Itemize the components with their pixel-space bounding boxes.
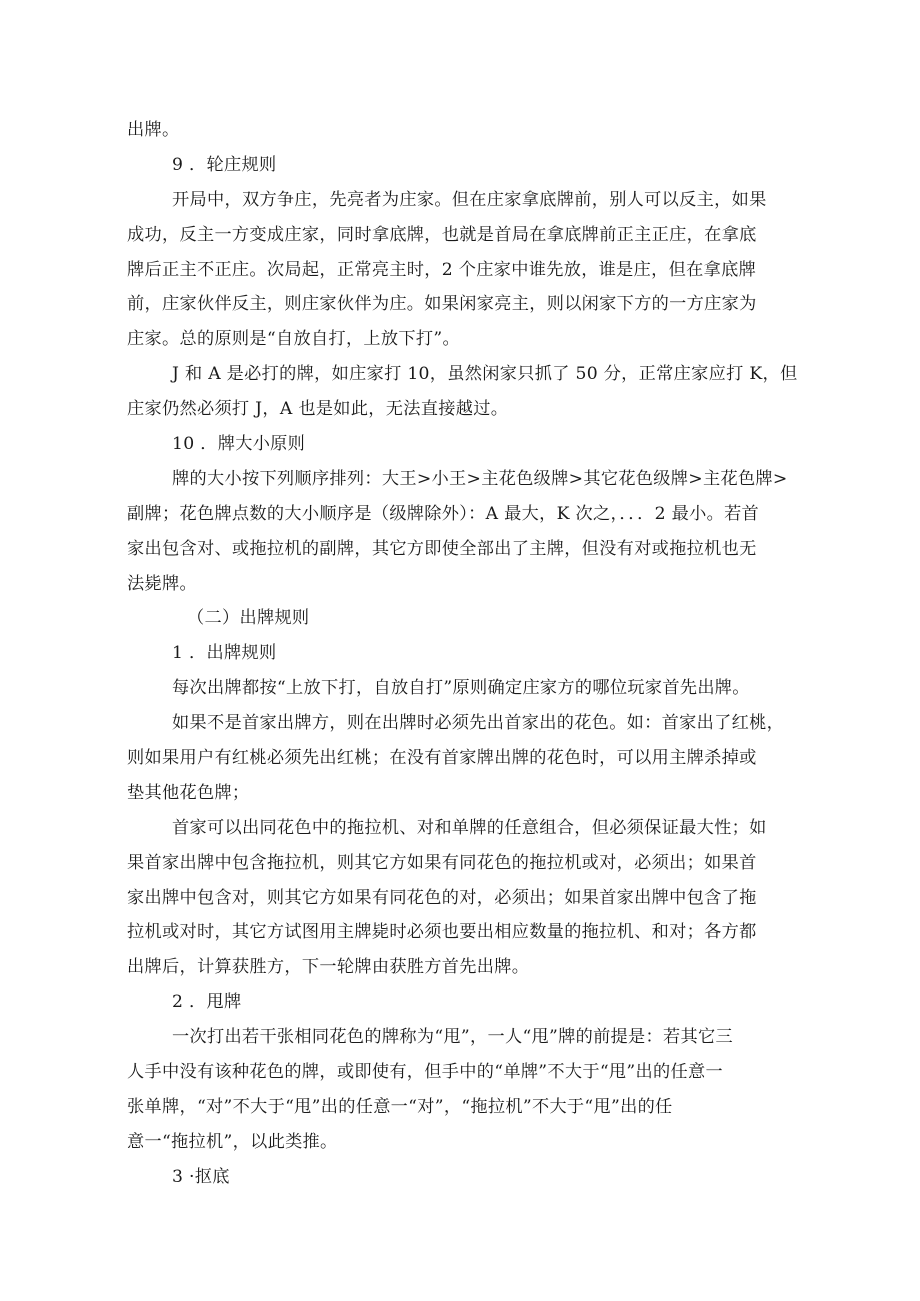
text-line: 如果不是首家出牌方，则在出牌时必须先出首家出的花色。如：首家出了红桃， <box>172 713 785 734</box>
section-heading: 9 ．轮庄规则 <box>172 154 277 175</box>
text-line: 牌的大小按下列顺序排列：大王>小王>主花色级牌>其它花色级牌>主花色牌> <box>172 468 788 489</box>
text-line: 出牌后，计算获胜方，下一轮牌由获胜方首先出牌。 <box>127 957 530 978</box>
text-line: 法毙牌。 <box>127 573 197 594</box>
text-line: 则如果用户有红桃必须先出红桃；在没有首家牌出牌的花色时，可以用主牌杀掉或 <box>127 748 757 769</box>
text-line: 每次出牌都按“上放下打，自放自打”原则确定庄家方的哪位玩家首先出牌。 <box>172 678 750 699</box>
text-line: 人手中没有该种花色的牌，或即使有，但手中的“单牌”不大于“甩”出的任意一 <box>127 1062 723 1083</box>
text-line: 果首家出牌中包含拖拉机，则其它方如果有同花色的拖拉机或对，必须出；如果首 <box>127 852 757 873</box>
text-line: 牌后正主不正庄。次局起，正常亮主时，2 个庄家中谁先放，谁是庄，但在拿底牌 <box>127 259 757 280</box>
text-line: 家出牌中包含对，则其它方如果有同花色的对，必须出；如果首家出牌中包含了拖 <box>127 887 757 908</box>
section-heading: 1 ．出牌规则 <box>172 643 277 664</box>
text-line: 一次打出若干张相同花色的牌称为“甩”，一人“甩”牌的前提是：若其它三 <box>172 1027 733 1048</box>
text-line: 副牌；花色牌点数的大小顺序是（级牌除外）：A 最大，K 次之，．．．2 最小。若首 <box>127 503 760 524</box>
text-line: 开局中，双方争庄，先亮者为庄家。但在庄家拿底牌前，别人可以反主，如果 <box>172 189 767 210</box>
text-line: 庄家。总的原则是“自放自打，上放下打”。 <box>127 329 460 350</box>
section-heading: 10 ．牌大小原则 <box>172 434 306 455</box>
text-line: 意一“拖拉机”，以此类推。 <box>127 1131 338 1152</box>
section-heading: 2 ．甩牌 <box>172 992 242 1013</box>
text-line: 前，庄家伙伴反主，则庄家伙伴为庄。如果闲家亮主，则以闲家下方的一方庄家为 <box>127 294 757 315</box>
text-line: 成功，反主一方变成庄家，同时拿底牌，也就是首局在拿底牌前正主正庄，在拿底 <box>127 224 757 245</box>
text-line: 庄家仍然必须打 J，A 也是如此，无法直接越过。 <box>127 399 509 420</box>
text-line: 首家可以出同花色中的拖拉机、对和单牌的任意组合，但必须保证最大性；如 <box>172 817 767 838</box>
text-line: 张单牌，“对”不大于“甩”出的任意一“对”，“拖拉机”不大于“甩”出的任 <box>127 1096 673 1117</box>
text-line: 出牌。 <box>127 120 180 140</box>
document-body <box>127 117 809 1191</box>
section-heading: 3 ·抠底 <box>172 1166 230 1187</box>
chapter-heading: （二）出牌规则 <box>187 608 310 629</box>
text-line: 家出包含对、或拖拉机的副牌，其它方即使全部出了主牌，但没有对或拖拉机也无 <box>127 538 757 559</box>
text-line: J 和 A 是必打的牌，如庄家打 10，虽然闲家只抓了 50 分，正常庄家应打 K，但 <box>172 364 798 385</box>
text-line: 拉机或对时，其它方试图用主牌毙时必须也要出相应数量的拖拉机、和对；各方都 <box>127 922 757 943</box>
text-line: 垫其他花色牌； <box>127 782 250 803</box>
